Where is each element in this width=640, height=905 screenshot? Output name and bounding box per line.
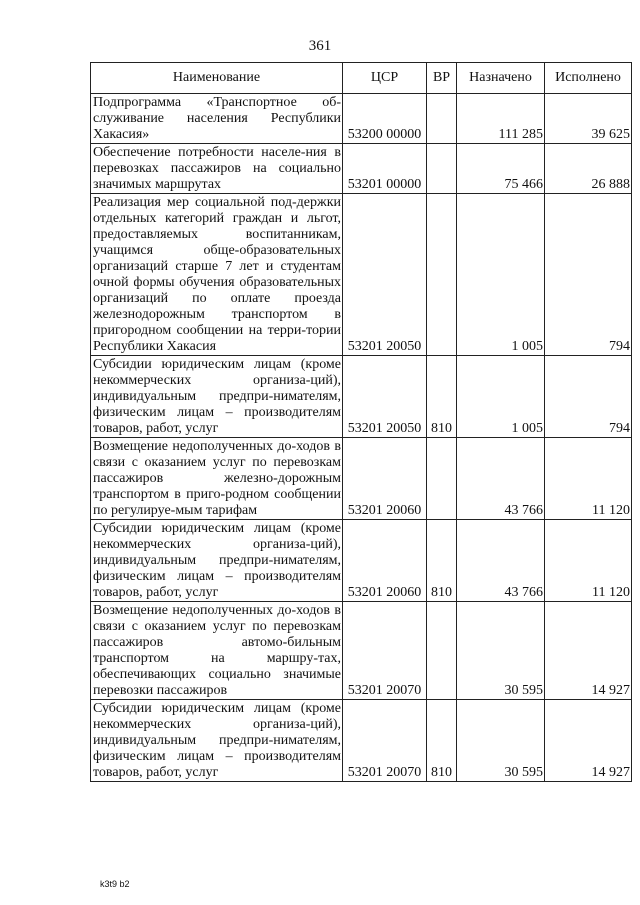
row-done: 794 — [545, 194, 632, 356]
row-csr: 53201 20070 — [343, 700, 427, 782]
row-vr: 810 — [427, 700, 457, 782]
row-name: Субсидии юридическим лицам (кроме некоммерческих организа-ций), индивидуальным предпри-нимателям, физическим лицам – производителям товаров, работ, услуг — [91, 520, 343, 602]
row-csr: 53201 20060 — [343, 520, 427, 602]
row-assigned: 111 285 — [457, 94, 545, 144]
row-name: Реализация мер социальной под-держки отдельных категорий граждан и льгот, предоставляемых воспитанникам, учащимся обще-образовательных организаций старше 7 лет и студентам очной формы обучения образовательных организаций по оплате проезда железнодорожным транспортом в пригородном сообщении на терри-тории Республики Хакасия — [91, 194, 343, 356]
table-row — [91, 194, 632, 356]
table-header-row — [91, 63, 632, 94]
row-csr: 53201 20070 — [343, 602, 427, 700]
row-vr — [427, 194, 457, 356]
page-number: 361 — [308, 38, 332, 54]
row-vr — [427, 94, 457, 144]
table-row — [91, 356, 632, 438]
row-done: 11 120 — [545, 520, 632, 602]
row-done: 39 625 — [545, 94, 632, 144]
header-vr: ВР — [427, 63, 457, 94]
row-vr: 810 — [427, 356, 457, 438]
row-vr: 810 — [427, 520, 457, 602]
row-csr: 53201 00000 — [343, 144, 427, 194]
table-row — [91, 144, 632, 194]
header-csr: ЦСР — [343, 63, 427, 94]
row-assigned: 75 466 — [457, 144, 545, 194]
row-name: Возмещение недополученных до-ходов в связи с оказанием услуг по перевозкам пассажиров автомо-бильным транспортом на маршру-тах, обеспечивающих социально значимые перевозки пассажиров — [91, 602, 343, 700]
header-name: Наименование — [91, 63, 343, 94]
table-row — [91, 94, 632, 144]
row-assigned: 43 766 — [457, 438, 545, 520]
row-assigned: 1 005 — [457, 356, 545, 438]
row-assigned: 43 766 — [457, 520, 545, 602]
table-row — [91, 438, 632, 520]
row-done: 794 — [545, 356, 632, 438]
row-done: 14 927 — [545, 700, 632, 782]
table-row — [91, 520, 632, 602]
row-done: 11 120 — [545, 438, 632, 520]
header-assigned: Назначено — [457, 63, 545, 94]
row-name: Субсидии юридическим лицам (кроме некоммерческих организа-ций), индивидуальным предпри-нимателям, физическим лицам – производителям товаров, работ, услуг — [91, 356, 343, 438]
row-name: Субсидии юридическим лицам (кроме некоммерческих организа-ций), индивидуальным предпри-нимателям, физическим лицам – производителям товаров, работ, услуг — [91, 700, 343, 782]
row-vr — [427, 602, 457, 700]
row-assigned: 1 005 — [457, 194, 545, 356]
row-assigned: 30 595 — [457, 700, 545, 782]
footer-code: k3t9 b2 — [100, 879, 130, 889]
row-name: Обеспечение потребности населе-ния в перевозках пассажиров на социально значимых маршрутах — [91, 144, 343, 194]
row-vr — [427, 144, 457, 194]
row-csr: 53201 20050 — [343, 356, 427, 438]
row-done: 26 888 — [545, 144, 632, 194]
table-row — [91, 700, 632, 782]
row-name: Возмещение недополученных до-ходов в связи с оказанием услуг по перевозкам пассажиров железно-дорожным транспортом в приго-родном сообщении по регулируе-мым тарифам — [91, 438, 343, 520]
row-done: 14 927 — [545, 602, 632, 700]
row-vr — [427, 438, 457, 520]
table-row — [91, 602, 632, 700]
row-name: Подпрограмма «Транспортное об-служивание населения Республики Хакасия» — [91, 94, 343, 144]
row-assigned: 30 595 — [457, 602, 545, 700]
budget-table — [90, 62, 632, 782]
row-csr: 53201 20060 — [343, 438, 427, 520]
row-csr: 53201 20050 — [343, 194, 427, 356]
row-csr: 53200 00000 — [343, 94, 427, 144]
header-done: Исполнено — [545, 63, 632, 94]
